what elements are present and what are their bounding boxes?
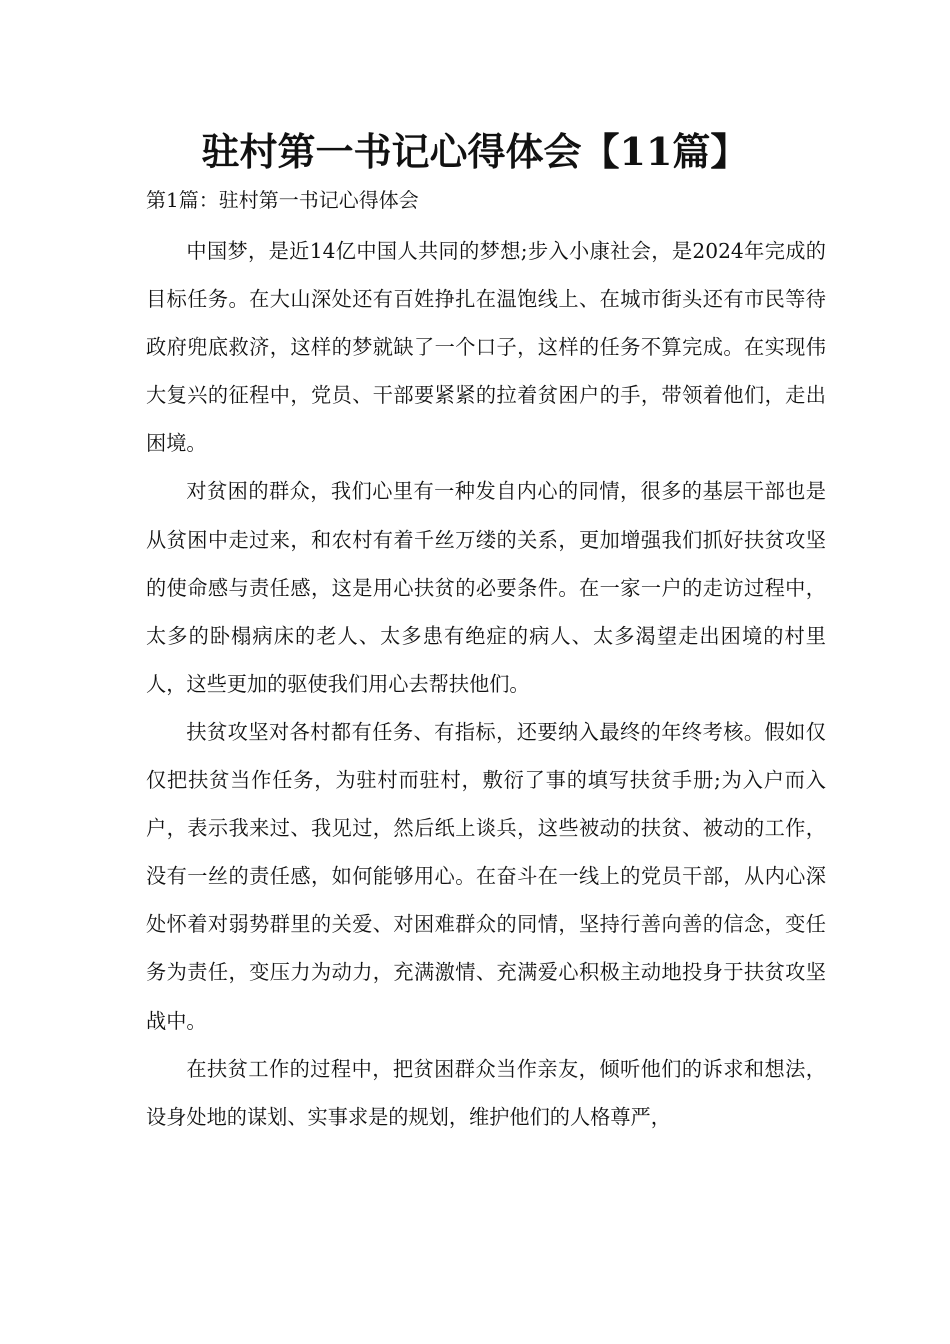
paragraph-1: 中国梦，是近14亿中国人共同的梦想;步入小康社会，是2024年完成的目标任务。在大山深处还有百姓挣扎在温饱线上、在城市街头还有市民等待政府兜底救济，这样的梦就缺了一个口子，这样的任务不算完成。在实现伟大复兴的征程中，党员、干部要紧紧的拉着贫困户的手，带领着他们，走出困境。	[146, 239, 826, 456]
paragraph-2: 对贫困的群众，我们心里有一种发自内心的同情，很多的基层干部也是从贫困中走过来，和农村有着千丝万缕的关系，更加增强我们抓好扶贫攻坚的使命感与责任感，这是用心扶贫的必要条件。在一家一户的走访过程中，太多的卧榻病床的老人、太多患有绝症的病人、太多渴望走出困境的村里人，这些更加的驱使我们用心去帮扶他们。	[146, 479, 826, 696]
document-title: 驻村第一书记心得体会【11篇】	[201, 129, 749, 174]
section-heading: 第1篇：驻村第一书记心得体会	[146, 188, 419, 212]
paragraph-3: 扶贫攻坚对各村都有任务、有指标，还要纳入最终的年终考核。假如仅仅把扶贫当作任务，为驻村而驻村，敷衍了事的填写扶贫手册;为入户而入户，表示我来过、我见过，然后纸上谈兵，这些被动的扶贫、被动的工作，没有一丝的责任感，如何能够用心。在奋斗在一线上的党员干部，从内心深处怀着对弱势群里的关爱、对困难群众的同情，坚持行善向善的信念，变任务为责任，变压力为动力，充满激情、充满爱心积极主动地投身于扶贫攻坚战中。	[146, 719, 826, 1033]
paragraph-4: 在扶贫工作的过程中，把贫困群众当作亲友，倾听他们的诉求和想法，设身处地的谋划、实事求是的规划，维护他们的人格尊严，	[146, 1056, 826, 1129]
document-body	[146, 227, 826, 1141]
